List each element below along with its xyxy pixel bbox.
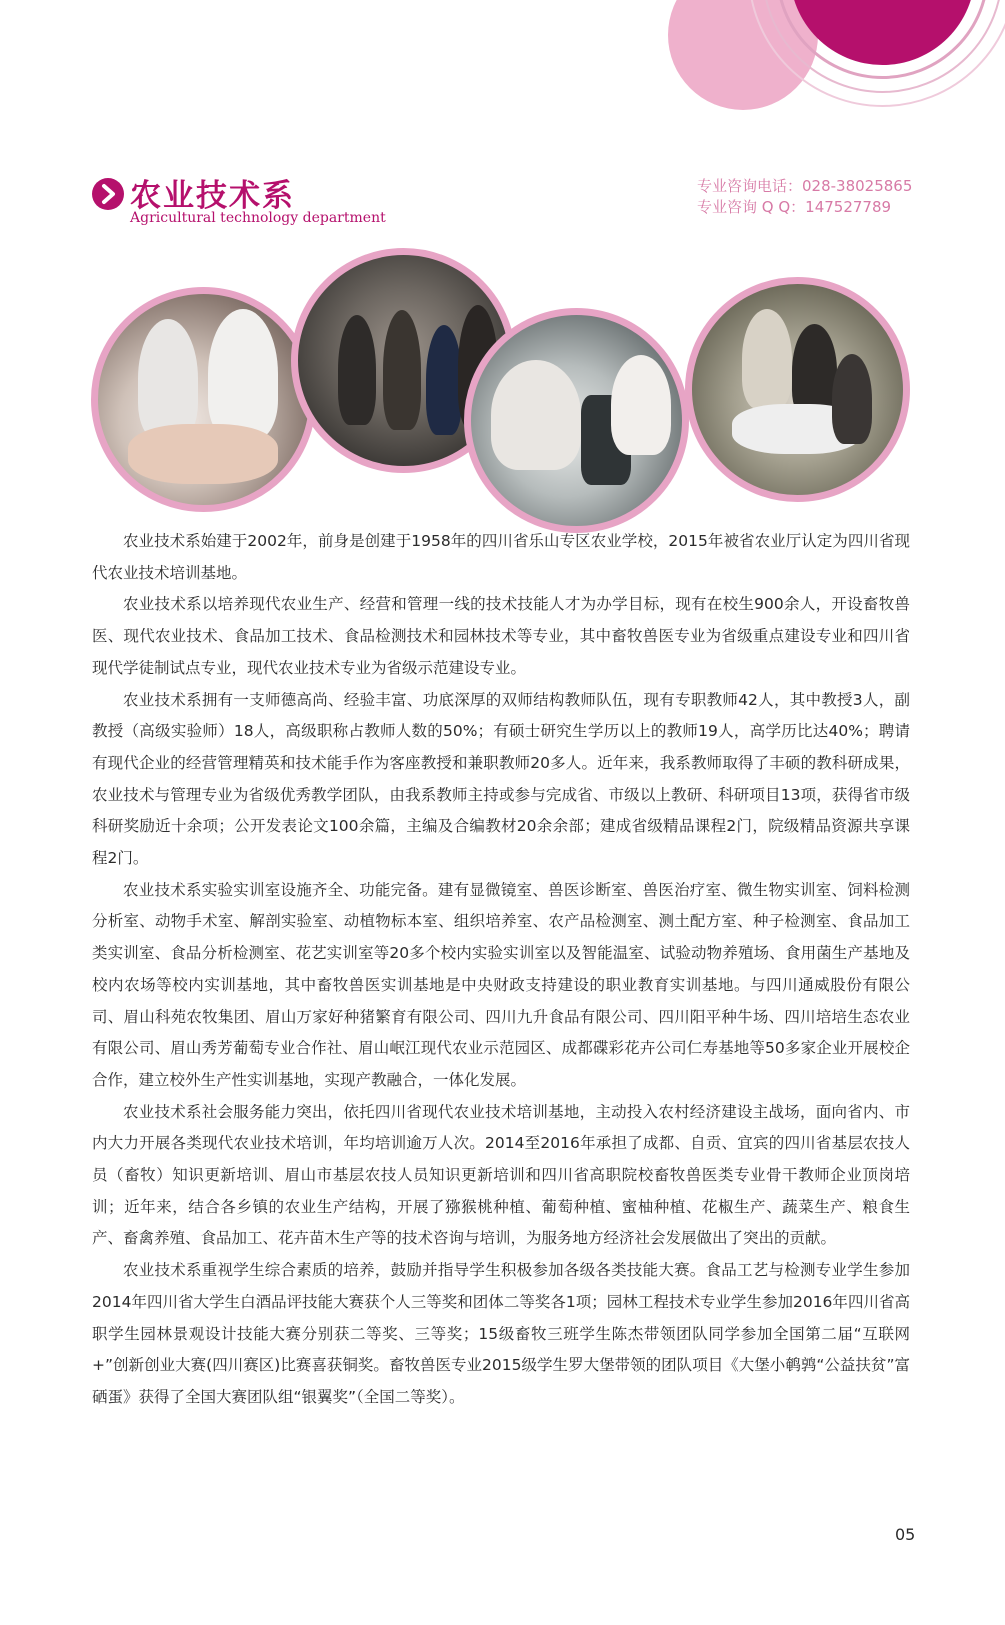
paragraph-majors: 农业技术系以培养现代农业生产、经营和管理一线的技术技能人才为办学目标，现有在校生900余人，开设畜牧兽医、现代农业技术、食品加工技术、食品检测技术和园林技术等专业，其中畜牧兽医专业为省级重点建设专业和四川省现代学徒制试点专业，现代农业技术专业为省级示范建设专业。 xyxy=(92,595,910,677)
photo-dissection-lab xyxy=(91,287,316,512)
page-title: 农业技术系 xyxy=(130,178,295,214)
photo-field-study-group xyxy=(685,277,910,502)
photo-microscope-lab xyxy=(464,308,689,533)
contact-qq: 专业咨询 Q Q：147527789 xyxy=(697,198,892,216)
paragraph-facilities: 农业技术系实验实训室设施齐全、功能完备。建有显微镜室、兽医诊断室、兽医治疗室、微生物实训室、饲料检测分析室、动物手术室、解剖实验室、动植物标本室、组织培养室、农产品检测室、测土配方室、种子检测室、食品加工类实训室、食品分析检测室、花艺实训室等20多个校内实验实训室以及智能温室、试验动物养殖场、食用菌生产基地及校内农场等校内实训基地，其中畜牧兽医实训基地是中央财政支持建设的职业教育实训基地。与四川通威股份有限公司、眉山科苑农牧集团、眉山万家好种猪繁育有限公司、四川九升食品有限公司、四川阳平种牛场、四川培培生态农业有限公司、眉山秀芳葡萄专业合作社、眉山岷江现代农业示范园区、成都碟彩花卉公司仁寿基地等50多家企业开展校企合作，建立校外生产性实训基地，实现产教融合，一体化发展。 xyxy=(92,880,910,1089)
paragraph-history: 农业技术系始建于2002年，前身是创建于1958年的四川省乐山专区农业学校，2015年被省农业厅认定为四川省现代农业技术培训基地。 xyxy=(92,532,910,582)
paragraph-competitions: 农业技术系重视学生综合素质的培养，鼓励并指导学生积极参加各级各类技能大赛。食品工艺与检测专业学生参加2014年四川省大学生白酒品评技能大赛获个人三等奖和团体二等奖各1项；园林工程技术专业学生参加2016年四川省高职学生园林景观设计技能大赛分别获二等奖、三等奖；15级畜牧三班学生陈杰带领团队同学参加全国第二届“互联网+”创新创业大赛(四川赛区)比赛喜获铜奖。畜牧兽医专业2015级学生罗大堡带领的团队项目《大堡小鹌鹑“公益扶贫”富硒蛋》获得了全国大赛团队组“银翼奖”（全国二等奖）。 xyxy=(92,1261,910,1406)
paragraph-faculty: 农业技术系拥有一支师德高尚、经验丰富、功底深厚的双师结构教师队伍，现有专职教师42人，其中教授3人，副教授（高级实验师）18人，高级职称占教师人数的50%；有硕士研究生学历以上的教师19人，高学历比达40%；聘请有现代企业的经营管理精英和技术能手作为客座教授和兼职教师20多人。近年来，我系教师取得了丰硕的教科研成果，农业技术与管理专业为省级优秀教学团队，由我系教师主持或参与完成省、市级以上教研、科研项目13项，获得省市级科研奖励近十余项；公开发表论文100余篇，主编及合编教材20余余部；建成省级精品课程2门，院级精品资源共享课程2门。 xyxy=(92,690,910,868)
contact-phone: 专业咨询电话：028-38025865 xyxy=(697,177,913,195)
page-number: 05 xyxy=(895,1525,916,1544)
page-subtitle-english: Agricultural technology department xyxy=(130,210,386,226)
paragraph-social-service: 农业技术系社会服务能力突出，依托四川省现代农业技术培训基地，主动投入农村经济建设主战场，面向省内、市内大力开展各类现代农业技术培训，年均培训逾万人次。2014至2016年承担了成都、自贡、宜宾的四川省基层农技人员（畜牧）知识更新培训、眉山市基层农技人员知识更新培训和四川省高职院校畜牧兽医类专业骨干教师企业顶岗培训；近年来，结合各乡镇的农业生产结构，开展了猕猴桃种植、葡萄种植、蜜柚种植、花椒生产、蔬菜生产、粮食生产、畜禽养殖、食品加工、花卉苗木生产等的技术咨询与培训，为服务地方经济社会发展做出了突出的贡献。 xyxy=(92,1102,910,1248)
department-description xyxy=(92,526,910,1414)
chevron-right-circle-icon xyxy=(92,178,124,210)
